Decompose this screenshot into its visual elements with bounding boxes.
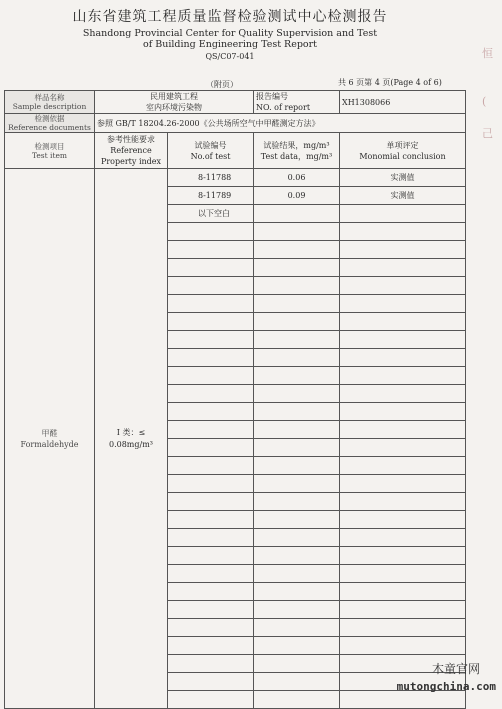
cell-no: [168, 313, 254, 331]
cell-no: 8-11788: [168, 169, 254, 187]
cell-data: [254, 619, 340, 637]
cell-data: [254, 475, 340, 493]
cell-data: [254, 403, 340, 421]
cell-conclusion: [340, 601, 466, 619]
sample-label-cell: [5, 91, 95, 114]
cell-no: 以下空白: [168, 205, 254, 223]
cell-data: [254, 673, 340, 691]
cell-no: [168, 673, 254, 691]
cell-conclusion: [340, 493, 466, 511]
watermark-cn: 木童官网: [431, 662, 480, 676]
col-prop-header: [95, 133, 168, 169]
cell-conclusion: [340, 295, 466, 313]
col-no-cn: 试验编号: [194, 140, 227, 150]
cell-no: [168, 601, 254, 619]
cell-conclusion: [340, 439, 466, 457]
cell-no: [168, 421, 254, 439]
cell-data: [254, 547, 340, 565]
col-prop-en-2: Property index: [100, 157, 162, 166]
col-item-en: Test item: [31, 150, 68, 160]
side-mark: 恒: [482, 47, 493, 60]
appendix-label: （附页）: [206, 80, 238, 89]
column-header-row: [5, 133, 466, 169]
col-item-header: [5, 133, 95, 169]
col-concl-en: Monomial conclusion: [359, 151, 446, 161]
cell-data: [254, 691, 340, 709]
cell-conclusion: [340, 457, 466, 475]
cell-no: [168, 547, 254, 565]
cell-no: [168, 367, 254, 385]
cell-conclusion: [340, 619, 466, 637]
col-no-en: No.of test: [190, 151, 231, 161]
cell-no: [168, 691, 254, 709]
cell-conclusion: [340, 565, 466, 583]
cell-data: [254, 313, 340, 331]
cell-conclusion: [340, 511, 466, 529]
cell-data: [254, 277, 340, 295]
cell-data: [254, 205, 340, 223]
cell-conclusion: [340, 223, 466, 241]
report-title-en-1: Shandong Provincial Center for Quality Supervision and Test: [82, 28, 378, 39]
col-conclusion-header: [340, 133, 466, 169]
cell-conclusion: [340, 691, 466, 709]
cell-no: [168, 619, 254, 637]
test-item-cell: [5, 169, 95, 709]
cell-no: [168, 259, 254, 277]
cell-no: [168, 583, 254, 601]
cell-conclusion: [340, 331, 466, 349]
cell-no: [168, 565, 254, 583]
report-title-en-2: of Building Engineering Test Report: [143, 39, 317, 50]
sample-label-cn: 样品名称: [34, 93, 65, 102]
cell-data: [254, 583, 340, 601]
watermark-url: mutongchina.com: [396, 680, 496, 693]
cell-data: [254, 223, 340, 241]
report-no-value: XH1308066: [340, 91, 466, 114]
cell-data: [254, 385, 340, 403]
property-line-2: 0.08mg/m³: [108, 439, 153, 449]
cell-no: [168, 637, 254, 655]
cell-conclusion: [340, 403, 466, 421]
cell-no: [168, 655, 254, 673]
cell-no: [168, 457, 254, 475]
cell-conclusion: [340, 205, 466, 223]
cell-no: [168, 493, 254, 511]
cell-no: [168, 349, 254, 367]
cell-no: [168, 331, 254, 349]
property-line-1: I 类：≤: [116, 427, 146, 437]
cell-data: [254, 655, 340, 673]
cell-conclusion: 实测值: [340, 187, 466, 205]
col-data-en: Test data，mg/m³: [260, 151, 333, 161]
ref-label-cn: 检测依据: [34, 114, 65, 123]
ref-label-en: Reference documents: [8, 123, 91, 132]
cell-data: [254, 259, 340, 277]
col-item-cn: 检测项目: [34, 141, 65, 151]
cell-data: [254, 565, 340, 583]
cell-no: [168, 295, 254, 313]
cell-no: [168, 439, 254, 457]
sample-value-2: 室内环境污染物: [146, 103, 202, 112]
cell-data: [254, 511, 340, 529]
cell-conclusion: [340, 385, 466, 403]
cell-conclusion: [340, 259, 466, 277]
cell-conclusion: [340, 547, 466, 565]
report-no-label-cell: [254, 91, 340, 114]
page-info: 共 6 页第 4 页(Page 4 of 6): [338, 78, 442, 87]
cell-no: [168, 385, 254, 403]
cell-data: [254, 349, 340, 367]
property-cell: [95, 169, 168, 709]
side-mark: (: [482, 95, 487, 108]
cell-data: [254, 331, 340, 349]
cell-conclusion: [340, 421, 466, 439]
cell-data: [254, 367, 340, 385]
cell-conclusion: [340, 367, 466, 385]
col-data-cn: 试验结果，mg/m³: [263, 140, 330, 150]
test-item-cn: 甲醛: [41, 428, 58, 438]
reference-row: [5, 114, 466, 133]
cell-no: [168, 475, 254, 493]
sample-label-en: Sample description: [12, 102, 87, 111]
sample-value-cell: [95, 91, 254, 114]
cell-conclusion: [340, 637, 466, 655]
cell-data: [254, 601, 340, 619]
sample-value-1: 民用建筑工程: [150, 92, 198, 101]
cell-data: [254, 493, 340, 511]
col-no-header: [168, 133, 254, 169]
cell-no: 8-11789: [168, 187, 254, 205]
cell-no: [168, 529, 254, 547]
cell-data: [254, 529, 340, 547]
cell-data: [254, 439, 340, 457]
cell-no: [168, 277, 254, 295]
cell-data: [254, 421, 340, 439]
report-no-label-en: NO. of report: [256, 103, 311, 112]
cell-no: [168, 223, 254, 241]
cell-conclusion: [340, 349, 466, 367]
table-row: [5, 169, 466, 187]
cell-no: [168, 511, 254, 529]
report-table: [4, 90, 466, 709]
report-code: QS/C07-041: [205, 52, 255, 61]
ref-value: 参照 GB/T 18204.26-2000《公共场所空气中甲醛测定方法》: [95, 114, 466, 133]
test-item-en: Formaldehyde: [20, 439, 79, 449]
col-prop-en-1: Reference: [110, 146, 152, 155]
cell-conclusion: [340, 529, 466, 547]
cell-conclusion: [340, 277, 466, 295]
sample-row: [5, 91, 466, 114]
cell-data: [254, 241, 340, 259]
side-mark: 己: [482, 127, 493, 140]
cell-conclusion: [340, 241, 466, 259]
report-no-label-cn: 报告编号: [256, 92, 288, 101]
cell-no: [168, 241, 254, 259]
col-data-header: [254, 133, 340, 169]
col-concl-cn: 单项评定: [386, 140, 419, 150]
table-body: [5, 169, 466, 709]
cell-data: [254, 457, 340, 475]
cell-conclusion: [340, 475, 466, 493]
cell-conclusion: 实测值: [340, 169, 466, 187]
ref-label-cell: [5, 114, 95, 133]
cell-data: [254, 637, 340, 655]
report-title-cn: 山东省建筑工程质量监督检验测试中心检测报告: [72, 9, 388, 25]
cell-conclusion: [340, 313, 466, 331]
cell-data: [254, 295, 340, 313]
cell-data: 0.09: [254, 187, 340, 205]
cell-conclusion: [340, 583, 466, 601]
col-prop-cn: 参考性能要求: [107, 135, 155, 144]
cell-no: [168, 403, 254, 421]
cell-data: 0.06: [254, 169, 340, 187]
